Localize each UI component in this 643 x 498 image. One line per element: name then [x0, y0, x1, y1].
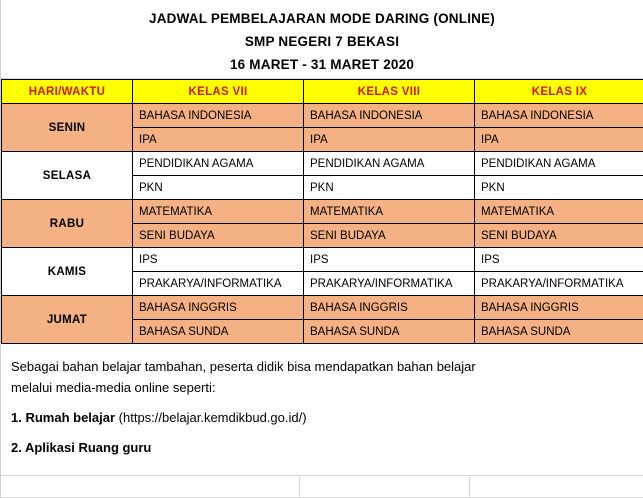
cell-jumat-ix-1: BAHASA INGGRIS [475, 296, 643, 320]
notes-section [1, 344, 643, 458]
cell-rabu-ix-2: SENI BUDAYA [475, 224, 643, 248]
sheet-gridline [469, 476, 470, 498]
cell-rabu-ix-1: MATEMATIKA [475, 200, 643, 224]
cell-kamis-ix-2: PRAKARYA/INFORMATIKA [475, 272, 643, 296]
column-header-kelas-ix: KELAS IX [475, 80, 643, 104]
day-label-selasa: SELASA [2, 152, 133, 200]
column-header-kelas-viii: KELAS VIII [304, 80, 475, 104]
document-title-line-2: SMP NEGERI 7 BEKASI [244, 34, 400, 49]
notes-paragraph-line-1: Sebagai bahan belajar tambahan, peserta didik bisa mendapatkan bahan belajar [11, 359, 476, 374]
day-label-rabu: RABU [2, 200, 133, 248]
cell-senin-ix-1: BAHASA INDONESIA [475, 104, 643, 128]
cell-senin-vii-1: BAHASA INDONESIA [133, 104, 304, 128]
cell-senin-vii-2: IPA [133, 128, 304, 152]
table-header-row [2, 80, 643, 104]
cell-selasa-ix-1: PENDIDIKAN AGAMA [475, 152, 643, 176]
column-header-kelas-vii: KELAS VII [133, 80, 304, 104]
cell-selasa-vii-1: PENDIDIKAN AGAMA [133, 152, 304, 176]
notes-paragraph-line-2: melalui media-media online seperti: [11, 380, 216, 395]
cell-jumat-viii-2: BAHASA SUNDA [304, 320, 475, 344]
cell-senin-viii-1: BAHASA INDONESIA [304, 104, 475, 128]
table-row [2, 200, 643, 224]
table-row [2, 104, 643, 128]
cell-jumat-vii-1: BAHASA INGGRIS [133, 296, 304, 320]
table-row [2, 296, 643, 320]
table-row [2, 248, 643, 272]
cell-selasa-viii-1: PENDIDIKAN AGAMA [304, 152, 475, 176]
notes-item-1 [11, 407, 633, 428]
cell-selasa-viii-2: PKN [304, 176, 475, 200]
title-block [1, 0, 643, 79]
notes-item-1-label: 1. Rumah belajar [11, 410, 116, 425]
cell-jumat-viii-1: BAHASA INGGRIS [304, 296, 475, 320]
document-title-line-1: JADWAL PEMBELAJARAN MODE DARING (ONLINE) [148, 11, 495, 26]
cell-rabu-viii-1: MATEMATIKA [304, 200, 475, 224]
cell-kamis-viii-2: PRAKARYA/INFORMATIKA [304, 272, 475, 296]
cell-jumat-vii-2: BAHASA SUNDA [133, 320, 304, 344]
day-label-senin: SENIN [2, 104, 133, 152]
cell-rabu-vii-1: MATEMATIKA [133, 200, 304, 224]
cell-selasa-ix-2: PKN [475, 176, 643, 200]
notes-item-2: 2. Aplikasi Ruang guru [11, 440, 152, 455]
cell-rabu-vii-2: SENI BUDAYA [133, 224, 304, 248]
cell-senin-ix-2: IPA [475, 128, 643, 152]
cell-kamis-vii-2: PRAKARYA/INFORMATIKA [133, 272, 304, 296]
cell-jumat-ix-2: BAHASA SUNDA [475, 320, 643, 344]
cell-senin-viii-2: IPA [304, 128, 475, 152]
cell-rabu-viii-2: SENI BUDAYA [304, 224, 475, 248]
notes-item-1-url: (https://belajar.kemdikbud.go.id/) [118, 410, 307, 425]
cell-kamis-ix-1: IPS [475, 248, 643, 272]
day-label-jumat: JUMAT [2, 296, 133, 344]
sheet-gridline [299, 476, 300, 498]
document-title-line-3: 16 MARET - 31 MARET 2020 [229, 57, 415, 72]
cell-selasa-vii-2: PKN [133, 176, 304, 200]
column-header-day: HARI/WAKTU [2, 80, 133, 104]
day-label-kamis: KAMIS [2, 248, 133, 296]
table-row [2, 152, 643, 176]
schedule-table [1, 79, 643, 344]
cell-kamis-vii-1: IPS [133, 248, 304, 272]
cell-kamis-viii-1: IPS [304, 248, 475, 272]
sheet-gridline [1, 475, 643, 476]
